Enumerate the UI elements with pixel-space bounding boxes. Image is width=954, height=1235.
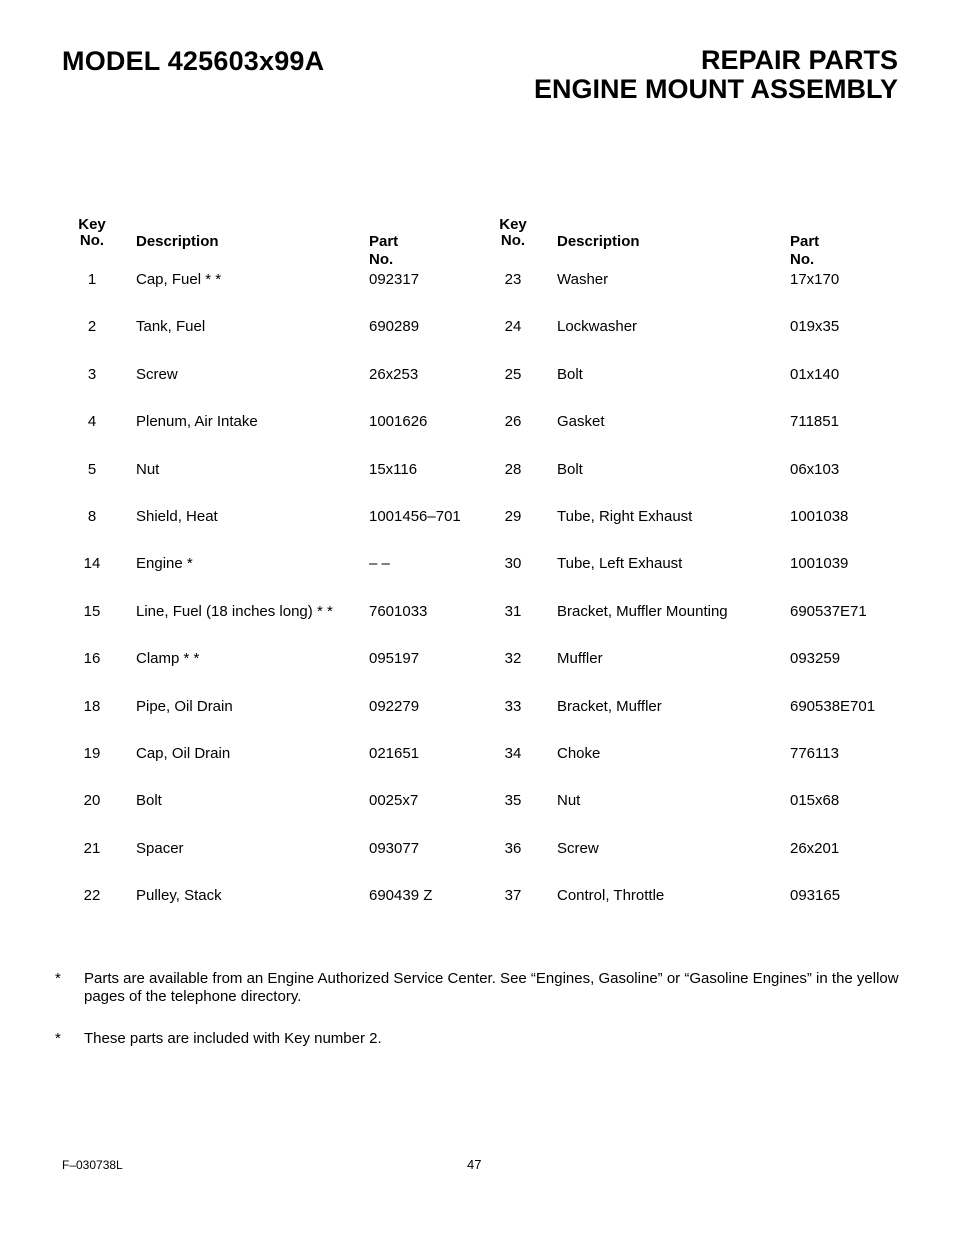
key-number: 35 bbox=[504, 792, 522, 810]
part-description: Engine * bbox=[136, 555, 193, 573]
part-number: 1001626 bbox=[369, 413, 428, 431]
part-number: 092317 bbox=[369, 271, 420, 288]
key-number: 23 bbox=[504, 271, 522, 288]
part-number: 092279 bbox=[369, 697, 420, 715]
part-description: Choke bbox=[557, 744, 601, 762]
key-number: 4 bbox=[87, 413, 97, 431]
key-number: 20 bbox=[83, 792, 101, 810]
part-description: Gasket bbox=[557, 413, 605, 431]
part-description: Pulley, Stack bbox=[136, 887, 222, 905]
section-title bbox=[534, 46, 898, 104]
part-description: Bracket, Muffler Mounting bbox=[557, 602, 728, 620]
part-description: Bolt bbox=[557, 460, 583, 478]
part-description: Pipe, Oil Drain bbox=[136, 697, 233, 715]
part-number: 690439 Z bbox=[369, 887, 433, 905]
key-number: 21 bbox=[83, 839, 101, 857]
key-number: 37 bbox=[504, 887, 522, 905]
model-title: MODEL 425603x99A bbox=[62, 46, 325, 76]
footnote-text: Parts are available from an Engine Authorized Service Center. See “Engines, Gasoline” or “Gasoline Engines” in the yellow pages of the telephone directory. bbox=[84, 970, 899, 1005]
footnote bbox=[55, 970, 905, 1006]
part-number: 06x103 bbox=[790, 460, 840, 478]
part-number: 690537E71 bbox=[790, 602, 867, 620]
part-number: 776113 bbox=[790, 744, 839, 762]
part-description: Nut bbox=[557, 792, 581, 810]
part-description: Tank, Fuel bbox=[136, 318, 206, 336]
part-description: Bracket, Muffler bbox=[557, 697, 662, 715]
key-number: 34 bbox=[504, 744, 522, 762]
key-number: 19 bbox=[83, 744, 101, 762]
key-number: 8 bbox=[87, 507, 97, 525]
part-description: Line, Fuel (18 inches long) * * bbox=[136, 602, 333, 620]
key-number: 32 bbox=[504, 650, 522, 668]
page-number: 47 bbox=[467, 1157, 482, 1172]
footnotes bbox=[55, 970, 905, 1072]
key-number: 2 bbox=[87, 318, 97, 336]
footnote bbox=[55, 1030, 905, 1048]
part-description: Bolt bbox=[136, 792, 162, 810]
part-number: 021651 bbox=[369, 744, 420, 762]
key-header-line2: No. bbox=[500, 232, 526, 249]
part-description: Tube, Left Exhaust bbox=[557, 555, 683, 573]
part-no-header: Part No. bbox=[790, 233, 820, 268]
part-number: 093165 bbox=[790, 887, 841, 905]
section-title-line2: ENGINE MOUNT ASSEMBLY bbox=[533, 74, 898, 104]
key-number: 18 bbox=[83, 697, 101, 715]
part-description: Tube, Right Exhaust bbox=[557, 507, 693, 525]
key-number: 3 bbox=[87, 365, 97, 383]
key-number: 16 bbox=[83, 650, 101, 668]
part-no-header: Part No. bbox=[369, 233, 399, 268]
part-number: – – bbox=[369, 555, 390, 573]
key-header-line2: No. bbox=[79, 232, 105, 249]
key-number: 31 bbox=[504, 602, 522, 620]
part-number: 01x140 bbox=[790, 365, 840, 383]
key-number: 26 bbox=[504, 413, 522, 431]
document-code: F–030738L bbox=[62, 1158, 123, 1172]
key-number: 30 bbox=[504, 555, 522, 573]
key-header-line1: Key bbox=[78, 216, 106, 233]
part-number: 0025x7 bbox=[369, 792, 419, 810]
part-number: 019x35 bbox=[790, 318, 840, 336]
part-number: 17x170 bbox=[790, 271, 840, 288]
part-number: 15x116 bbox=[369, 460, 418, 478]
part-description: Cap, Oil Drain bbox=[136, 744, 231, 762]
key-number: 33 bbox=[504, 697, 522, 715]
footnote-text: These parts are included with Key number 2. bbox=[84, 1030, 382, 1047]
part-description: Spacer bbox=[136, 839, 184, 857]
key-no-header bbox=[483, 217, 543, 249]
part-description: Screw bbox=[136, 365, 178, 383]
part-number: 26x253 bbox=[369, 365, 419, 383]
part-number: 711851 bbox=[790, 413, 839, 431]
key-header-line1: Key bbox=[499, 216, 527, 233]
part-number: 093077 bbox=[369, 839, 420, 857]
part-description: Lockwasher bbox=[557, 318, 638, 336]
key-number: 5 bbox=[87, 460, 97, 478]
part-description: Screw bbox=[557, 839, 599, 857]
key-number: 15 bbox=[83, 602, 101, 620]
part-number: 690289 bbox=[369, 318, 420, 336]
part-description: Shield, Heat bbox=[136, 507, 218, 525]
key-number: 24 bbox=[504, 318, 522, 336]
key-number: 22 bbox=[83, 887, 101, 905]
part-description: Plenum, Air Intake bbox=[136, 413, 258, 431]
key-number: 14 bbox=[83, 555, 101, 573]
description-header: Description bbox=[136, 233, 219, 250]
description-header: Description bbox=[557, 233, 640, 250]
part-description: Clamp * * bbox=[136, 650, 200, 668]
part-number: 1001456–701 bbox=[369, 507, 461, 525]
part-number: 1001038 bbox=[790, 507, 849, 525]
part-number: 26x201 bbox=[790, 839, 840, 857]
key-number: 25 bbox=[504, 365, 522, 383]
key-number: 28 bbox=[504, 460, 522, 478]
part-description: Cap, Fuel * * bbox=[136, 271, 222, 288]
part-description: Muffler bbox=[557, 650, 603, 668]
key-no-header bbox=[62, 217, 122, 249]
part-description: Bolt bbox=[557, 365, 583, 383]
section-title-line1: REPAIR PARTS bbox=[700, 45, 898, 75]
part-number: 093259 bbox=[790, 650, 841, 668]
part-description: Control, Throttle bbox=[557, 887, 665, 905]
footnote-mark: * bbox=[55, 970, 61, 987]
part-number: 015x68 bbox=[790, 792, 840, 810]
footnote-mark: * bbox=[55, 1030, 61, 1047]
key-number: 36 bbox=[504, 839, 522, 857]
key-number: 1 bbox=[87, 271, 97, 288]
part-description: Nut bbox=[136, 460, 160, 478]
part-number: 095197 bbox=[369, 650, 420, 668]
part-number: 7601033 bbox=[369, 602, 428, 620]
part-number: 1001039 bbox=[790, 555, 849, 573]
part-number: 690538E701 bbox=[790, 697, 876, 715]
key-number: 29 bbox=[504, 507, 522, 525]
part-description: Washer bbox=[557, 271, 609, 288]
